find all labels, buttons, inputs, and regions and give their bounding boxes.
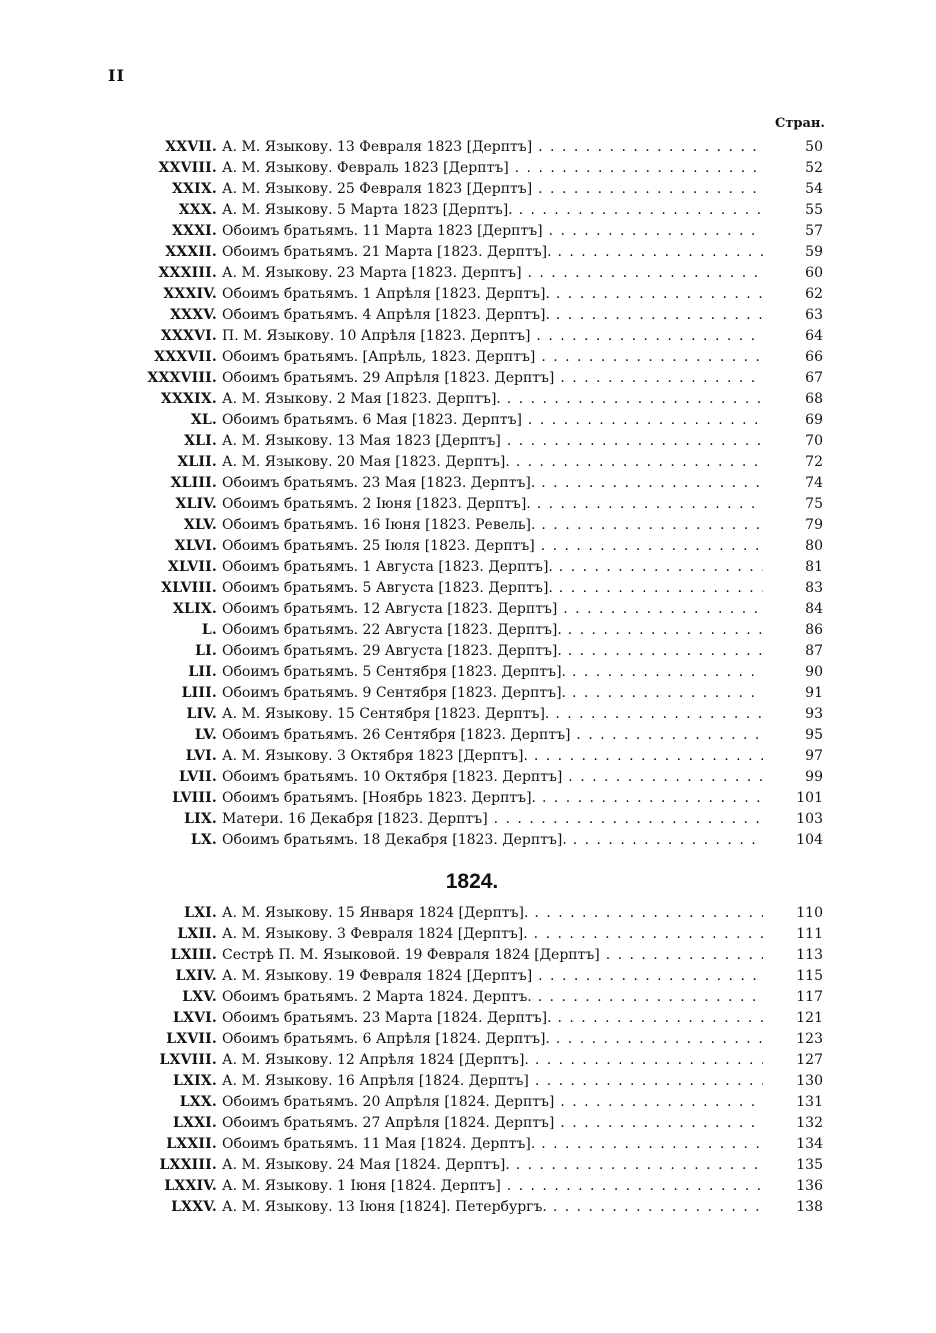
entry-number: L. [201, 622, 217, 638]
entry-page: 60 [763, 263, 823, 284]
entry-page: 97 [763, 746, 823, 767]
entry-page: 90 [763, 662, 823, 683]
toc-entry [0, 137, 936, 158]
toc-entry [0, 1029, 936, 1050]
toc-entry [0, 326, 936, 347]
entry-number: XLIV. [175, 496, 217, 512]
toc-entry [0, 200, 936, 221]
entry-title: Обоимъ братьямъ. 26 Сентября [1823. Дерптъ] . . . [222, 725, 772, 746]
toc-entry [0, 347, 936, 368]
entry-page: 93 [763, 704, 823, 725]
entry-title: Обоимъ братьямъ. 5 Сентября [1823. Дерптъ]. . . . [222, 662, 772, 683]
entry-page: 62 [763, 284, 823, 305]
toc-entry [0, 221, 936, 242]
entry-number: XXXI. [171, 223, 217, 239]
entry-page: 130 [763, 1071, 823, 1092]
entry-title: П. М. Языкову. 10 Апрѣля [1823. Дерптъ] . . . [222, 326, 772, 347]
toc-entry [0, 557, 936, 578]
toc-entry [0, 1092, 936, 1113]
entry-number: XLVII. [167, 559, 217, 575]
entry-number: LXXIV. [164, 1178, 217, 1194]
entry-number: LIII. [181, 685, 217, 701]
entry-number: LXV. [182, 989, 217, 1005]
entry-page: 74 [763, 473, 823, 494]
toc-entry [0, 1197, 936, 1218]
toc-entry [0, 704, 936, 725]
entry-page: 127 [763, 1050, 823, 1071]
entry-page: 57 [763, 221, 823, 242]
entry-number: LXX. [179, 1094, 217, 1110]
entry-page: 54 [763, 179, 823, 200]
entry-number: XLVI. [174, 538, 217, 554]
entry-number: LI. [195, 643, 217, 659]
entry-number: LII. [188, 664, 217, 680]
entry-page: 80 [763, 536, 823, 557]
entry-page: 81 [763, 557, 823, 578]
toc-entry [0, 966, 936, 987]
toc-entry [0, 809, 936, 830]
entry-title: Обоимъ братьямъ. 6 Мая [1823. Дерптъ] . . . [222, 410, 772, 431]
entry-title: А. М. Языкову. 3 Февраля 1824 [Дерптъ]. . . . [222, 924, 772, 945]
entry-number: LXXI. [173, 1115, 217, 1131]
entry-title: Обоимъ братьямъ. 25 Іюля [1823. Дерптъ] . . . [222, 536, 772, 557]
toc-entry [0, 1113, 936, 1134]
entry-title: А. М. Языкову. 19 Февраля 1824 [Дерптъ] . . . [222, 966, 772, 987]
entry-number: XLII. [177, 454, 217, 470]
entry-page: 103 [763, 809, 823, 830]
entry-number: LXIX. [173, 1073, 217, 1089]
entry-title: Обоимъ братьямъ. 12 Августа [1823. Дерптъ] . . . [222, 599, 772, 620]
entry-number: LX. [190, 832, 217, 848]
toc-entry [0, 158, 936, 179]
entry-title: А. М. Языкову. 13 Мая 1823 [Дерптъ] . . . [222, 431, 772, 452]
entry-page: 117 [763, 987, 823, 1008]
entry-number: XXXVI. [160, 328, 217, 344]
entry-title: А. М. Языкову. 3 Октября 1823 [Дерптъ]. . . . [222, 746, 772, 767]
entry-title: Матери. 16 Декабря [1823. Дерптъ] . . . [222, 809, 772, 830]
toc-section-1823 [0, 137, 936, 851]
entry-title: А. М. Языкову. 12 Апрѣля 1824 [Дерптъ]. . . . [222, 1050, 772, 1071]
entry-title: А. М. Языкову. 15 Сентября [1823. Дерптъ]. . . . [222, 704, 772, 725]
entry-title: А. М. Языкову. 13 Февраля 1823 [Дерптъ] . . . [222, 137, 772, 158]
toc-entry [0, 620, 936, 641]
entry-title: А. М. Языкову. 16 Апрѣля [1824. Дерптъ] . . . [222, 1071, 772, 1092]
entry-title: А. М. Языкову. 23 Марта [1823. Дерптъ] . . . [222, 263, 772, 284]
entry-page: 72 [763, 452, 823, 473]
entry-title: Обоимъ братьямъ. 10 Октября [1823. Дерптъ] . . . [222, 767, 772, 788]
entry-page: 132 [763, 1113, 823, 1134]
entry-title: Обоимъ братьямъ. 23 Марта [1824. Дерптъ]. . . . [222, 1008, 772, 1029]
toc-entry [0, 263, 936, 284]
entry-page: 66 [763, 347, 823, 368]
entry-page: 68 [763, 389, 823, 410]
toc-entry [0, 683, 936, 704]
entry-title: Обоимъ братьямъ. 20 Апрѣля [1824. Дерптъ] . . . [222, 1092, 772, 1113]
entry-number: XLV. [183, 517, 217, 533]
entry-page: 69 [763, 410, 823, 431]
entry-page: 86 [763, 620, 823, 641]
entry-title: А. М. Языкову. 2 Мая [1823. Дерптъ]. . . . [222, 389, 772, 410]
toc-entry [0, 179, 936, 200]
entry-number: XLIII. [170, 475, 217, 491]
toc-entry [0, 305, 936, 326]
entry-number: LV. [194, 727, 217, 743]
toc-entry [0, 945, 936, 966]
entry-page: 70 [763, 431, 823, 452]
entry-number: XXXIX. [160, 391, 217, 407]
entry-title: Обоимъ братьямъ. [Апрѣль, 1823. Дерптъ] . . . [222, 347, 772, 368]
entry-number: XLI. [184, 433, 217, 449]
entry-number: LXXIII. [159, 1157, 217, 1173]
entry-page: 113 [763, 945, 823, 966]
entry-page: 64 [763, 326, 823, 347]
entry-page: 131 [763, 1092, 823, 1113]
toc-entry [0, 662, 936, 683]
entry-title: Обоимъ братьямъ. 2 Марта 1824. Дерптъ. . . . [222, 987, 772, 1008]
entry-page: 110 [763, 903, 823, 924]
toc-entry [0, 242, 936, 263]
toc-section-1824 [0, 903, 936, 1218]
entry-number: XXXV. [170, 307, 217, 323]
entry-title: Обоимъ братьямъ. 6 Апрѣля [1824. Дерптъ]. . . . [222, 1029, 772, 1050]
toc-entry [0, 599, 936, 620]
toc-entry [0, 1071, 936, 1092]
entry-title: Обоимъ братьямъ. 22 Августа [1823. Дерптъ]. . . . [222, 620, 772, 641]
entry-page: 99 [763, 767, 823, 788]
entry-title: Обоимъ братьямъ. 29 Апрѣля [1823. Дерптъ] . . . [222, 368, 772, 389]
toc-entry [0, 515, 936, 536]
entry-title: А. М. Языкову. 20 Мая [1823. Дерптъ]. . . . [222, 452, 772, 473]
entry-number: LXXII. [166, 1136, 217, 1152]
entry-page: 75 [763, 494, 823, 515]
entry-page: 134 [763, 1134, 823, 1155]
entry-page: 115 [763, 966, 823, 987]
year-heading: 1824. [445, 870, 499, 893]
entry-number: LVI. [185, 748, 217, 764]
entry-title: А. М. Языкову. 15 Января 1824 [Дерптъ]. . . . [222, 903, 772, 924]
entry-page: 67 [763, 368, 823, 389]
entry-page: 91 [763, 683, 823, 704]
entry-page: 55 [763, 200, 823, 221]
toc-entry [0, 1008, 936, 1029]
toc-entry [0, 1155, 936, 1176]
entry-title: Обоимъ братьямъ. 29 Августа [1823. Дерптъ]. . . . [222, 641, 772, 662]
entry-page: 135 [763, 1155, 823, 1176]
entry-page: 63 [763, 305, 823, 326]
entry-number: XLIX. [173, 601, 217, 617]
toc-entry [0, 494, 936, 515]
entry-title: Обоимъ братьямъ. 5 Августа [1823. Дерптъ]. . . . [222, 578, 772, 599]
toc-entry [0, 410, 936, 431]
toc-entry [0, 788, 936, 809]
toc-entry [0, 389, 936, 410]
entry-number: XXXVIII. [147, 370, 217, 386]
entry-number: LXVI. [173, 1010, 217, 1026]
toc-entry [0, 830, 936, 851]
entry-title: А. М. Языкову. 13 Іюня [1824]. Петербургъ. . . . [222, 1197, 772, 1218]
entry-title: Обоимъ братьямъ. [Ноябрь 1823. Дерптъ]. . . . [222, 788, 772, 809]
entry-title: Обоимъ братьямъ. 4 Апрѣля [1823. Дерптъ]. . . . [222, 305, 772, 326]
toc-entry [0, 284, 936, 305]
toc-entry [0, 924, 936, 945]
entry-number: XLVIII. [161, 580, 217, 596]
entry-title: А. М. Языкову. 5 Марта 1823 [Дерптъ]. . . . [222, 200, 772, 221]
entry-number: LVIII. [172, 790, 217, 806]
entry-page: 84 [763, 599, 823, 620]
entry-page: 95 [763, 725, 823, 746]
entry-title: Обоимъ братьямъ. 1 Августа [1823. Дерптъ]. . . . [222, 557, 772, 578]
entry-title: Обоимъ братьямъ. 18 Декабря [1823. Дерптъ]. . . . [222, 830, 772, 851]
toc-entry [0, 641, 936, 662]
entry-title: Обоимъ братьямъ. 1 Апрѣля [1823. Дерптъ]. . . . [222, 284, 772, 305]
entry-number: LXII. [177, 926, 217, 942]
page-column-header: Стран. [775, 116, 825, 131]
entry-title: Обоимъ братьямъ. 21 Марта [1823. Дерптъ]. . . . [222, 242, 772, 263]
entry-page: 87 [763, 641, 823, 662]
entry-title: А. М. Языкову. 25 Февраля 1823 [Дерптъ] . . . [222, 179, 772, 200]
entry-number: XXVIII. [158, 160, 217, 176]
entry-title: А. М. Языкову. 24 Мая [1824. Дерптъ]. . . . [222, 1155, 772, 1176]
toc-entry [0, 1176, 936, 1197]
toc-entry [0, 452, 936, 473]
entry-number: LXIV. [175, 968, 217, 984]
entry-number: LXVII. [166, 1031, 217, 1047]
toc-entry [0, 578, 936, 599]
entry-number: XXXIV. [163, 286, 217, 302]
entry-page: 52 [763, 158, 823, 179]
entry-number: LIX. [184, 811, 217, 827]
toc-entry [0, 1050, 936, 1071]
entry-title: Обоимъ братьямъ. 9 Сентября [1823. Дерптъ]. . . . [222, 683, 772, 704]
entry-title: Обоимъ братьямъ. 11 Марта 1823 [Дерптъ] . . . [222, 221, 772, 242]
entry-number: XXVII. [165, 139, 217, 155]
entry-page: 79 [763, 515, 823, 536]
entry-page: 59 [763, 242, 823, 263]
toc-entry [0, 431, 936, 452]
toc-entry [0, 368, 936, 389]
entry-number: XXXII. [165, 244, 217, 260]
entry-number: LXIII. [170, 947, 217, 963]
entry-number: XXX. [178, 202, 217, 218]
entry-number: XXXVII. [154, 349, 217, 365]
page-number: II [108, 66, 125, 85]
entry-page: 121 [763, 1008, 823, 1029]
entry-title: Обоимъ братьямъ. 27 Апрѣля [1824. Дерптъ] . . . [222, 1113, 772, 1134]
entry-title: Обоимъ братьямъ. 16 Іюня [1823. Ревель]. . . . [222, 515, 772, 536]
entry-title: А. М. Языкову. Февраль 1823 [Дерптъ] . . . [222, 158, 772, 179]
toc-entry [0, 1134, 936, 1155]
entry-title: А. М. Языкову. 1 Іюня [1824. Дерптъ] . . . [222, 1176, 772, 1197]
entry-number: LIV. [186, 706, 217, 722]
entry-page: 50 [763, 137, 823, 158]
entry-number: XXIX. [171, 181, 217, 197]
entry-page: 83 [763, 578, 823, 599]
entry-number: LXVIII. [159, 1052, 217, 1068]
entry-page: 136 [763, 1176, 823, 1197]
entry-number: XL. [190, 412, 217, 428]
toc-entry [0, 746, 936, 767]
toc-entry [0, 473, 936, 494]
toc-entry [0, 903, 936, 924]
entry-page: 101 [763, 788, 823, 809]
entry-title: Обоимъ братьямъ. 2 Іюня [1823. Дерптъ]. . . . [222, 494, 772, 515]
entry-page: 138 [763, 1197, 823, 1218]
entry-page: 104 [763, 830, 823, 851]
entry-number: LXXV. [171, 1199, 217, 1215]
entry-number: XXXIII. [158, 265, 217, 281]
entry-page: 123 [763, 1029, 823, 1050]
toc-entry [0, 987, 936, 1008]
entry-title: Сестрѣ П. М. Языковой. 19 Февраля 1824 [Дерптъ] . . . [222, 945, 772, 966]
entry-title: Обоимъ братьямъ. 11 Мая [1824. Дерптъ]. . . . [222, 1134, 772, 1155]
toc-entry [0, 767, 936, 788]
entry-title: Обоимъ братьямъ. 23 Мая [1823. Дерптъ]. . . . [222, 473, 772, 494]
entry-number: LVII. [178, 769, 217, 785]
entry-page: 111 [763, 924, 823, 945]
toc-entry [0, 725, 936, 746]
toc-entry [0, 536, 936, 557]
entry-number: LXI. [184, 905, 217, 921]
